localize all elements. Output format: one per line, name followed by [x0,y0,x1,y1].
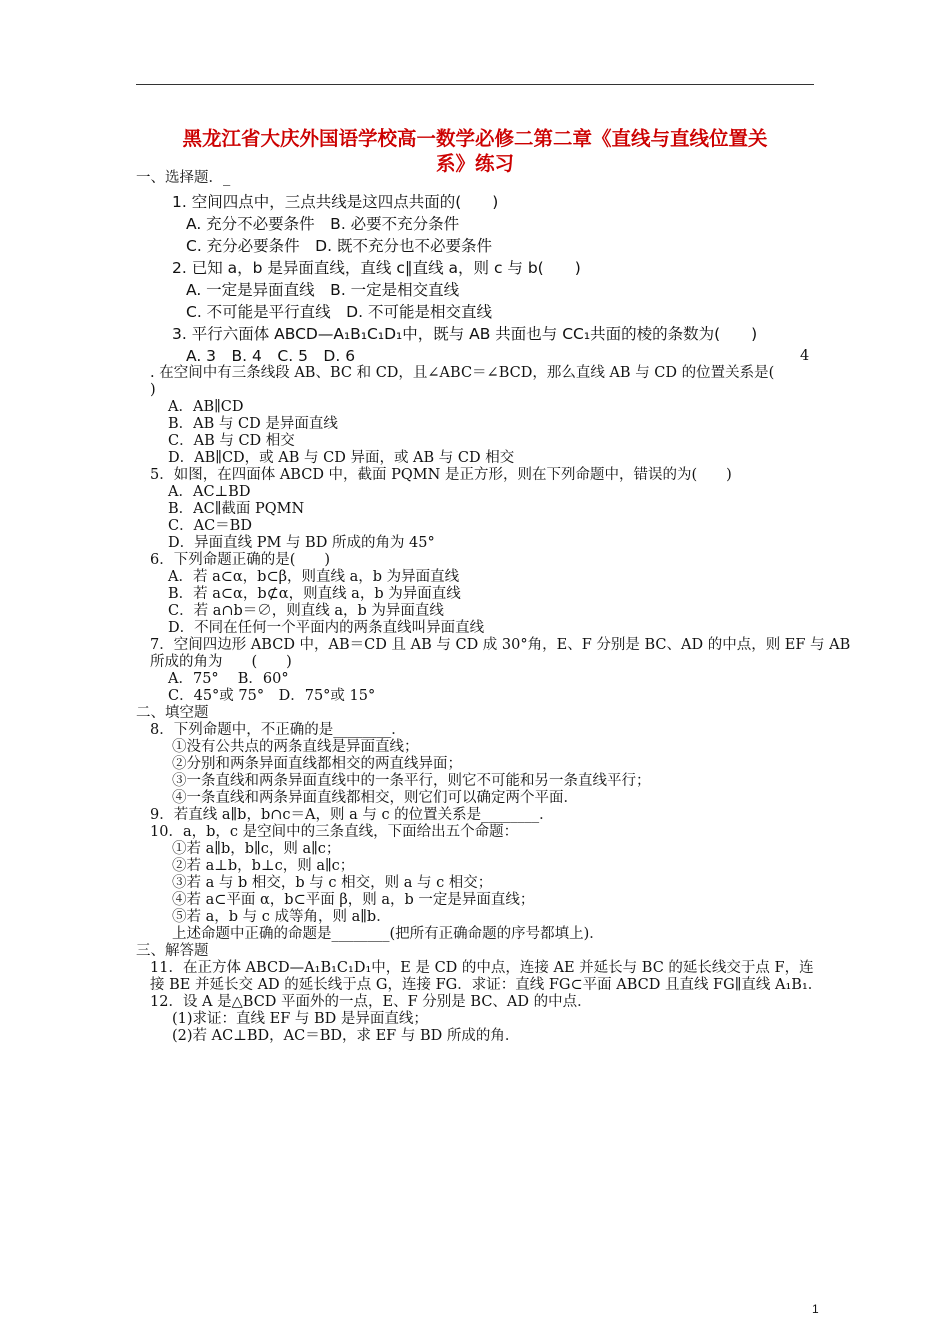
text-line: 7．空间四边形 ABCD 中，AB＝CD 且 AB 与 CD 成 30°角，E、F 分别是 BC、AD 的中点，则 EF 与 AB [150,637,851,653]
text-line: ⑤若 a，b 与 c 成等角，则 a∥b． [172,909,391,925]
text-line: ④若 a⊂平面 α，b⊂平面 β，则 a，b 一定是异面直线； [172,892,535,908]
text-line: 一、选择题．_ [136,170,231,186]
text-line: A．AB∥CD [168,399,244,415]
header-rule [136,84,814,85]
text-line: ①没有公共点的两条直线是异面直线； [172,739,419,755]
text-line: A. 充分不必要条件 B. 必要不充分条件 [186,215,460,233]
text-line: (2)若 AC⊥BD，AC＝BD，求 EF 与 BD 所成的角． [172,1028,520,1044]
text-line: 6．下列命题正确的是( ) [150,552,331,568]
text-line: ②分别和两条异面直线都相交的两直线异面； [172,756,462,772]
text-line: C．AB 与 CD 相交 [168,433,295,449]
text-line: 二、填空题 [136,705,209,721]
text-line: A．若 a⊂α，b⊂β，则直线 a，b 为异面直线 [168,569,460,585]
text-line: 10．a，b，c 是空间中的三条直线，下面给出五个命题： [150,824,519,840]
title-line-2: 系》练习 [435,152,514,175]
text-line: 3. 平行六面体 ABCD—A₁B₁C₁D₁中，既与 AB 共面也与 CC₁共面的棱的条数为( ) [172,325,758,343]
text-line: 8．下列命题中，不正确的是________． [150,722,406,738]
text-line: A. 一定是异面直线 B. 一定是相交直线 [186,281,460,299]
text-line: ③一条直线和两条异面直线中的一条平行，则它不可能和另一条直线平行； [172,773,651,789]
text-line: D．不同在任何一个平面内的两条直线叫异面直线 [168,620,485,636]
text-line: C．AC＝BD [168,518,252,534]
text-line: C．45°或 75° D．75°或 15° [168,688,376,704]
text-line: B．AC∥截面 PQMN [168,501,305,517]
page-number: 1 [812,1302,819,1316]
text-line: 所成的角为 ( ) [150,654,292,670]
text-line: D．AB∥CD，或 AB 与 CD 异面，或 AB 与 CD 相交 [168,450,515,466]
text-line: 9．若直线 a∥b，b∩c＝A，则 a 与 c 的位置关系是________． [150,807,554,823]
text-line: (1)求证：直线 EF 与 BD 是异面直线； [172,1011,428,1027]
text-line: D．异面直线 PM 与 BD 所成的角为 45° [168,535,435,551]
text-line: ③若 a 与 b 相交，b 与 c 相交，则 a 与 c 相交； [172,875,493,891]
text-line: 4 [800,348,810,364]
text-line: ①若 a∥b，b∥c，则 a∥c； [172,841,341,857]
text-line: C. 不可能是平行直线 D. 不可能是相交直线 [186,303,492,321]
text-line: ④一条直线和两条异面直线都相交，则它们可以确定两个平面． [172,790,578,806]
text-line: A．AC⊥BD [168,484,251,500]
text-line: 12．设 A 是△BCD 平面外的一点，E、F 分别是 BC、AD 的中点． [150,994,592,1010]
text-line: . 在空间中有三条线段 AB、BC 和 CD，且∠ABC＝∠BCD，那么直线 AB 与 CD 的位置关系是( [150,365,775,381]
text-line: A. 3 B. 4 C. 5 D. 6 [186,347,356,365]
text-line: B．若 a⊂α，b⊄α，则直线 a，b 为异面直线 [168,586,461,602]
text-line: A．75° B．60° [168,671,289,687]
text-line: B．AB 与 CD 是异面直线 [168,416,338,432]
text-line: ②若 a⊥b，b⊥c，则 a∥c； [172,858,355,874]
text-line: 2. 已知 a，b 是异面直线，直线 c∥直线 a，则 c 与 b( ) [172,259,581,277]
text-line: 11．在正方体 ABCD—A₁B₁C₁D₁中，E 是 CD 的中点，连接 AE 并延长与 BC 的延长线交于点 F，连 [150,960,814,976]
text-line: 三、解答题 [136,943,209,959]
text-line: 1. 空间四点中，三点共线是这四点共面的( ) [172,193,499,211]
text-line: 5．如图，在四面体 ABCD 中，截面 PQMN 是正方形，则在下列命题中，错误的为( ) [150,467,732,483]
title-line-1: 黑龙江省大庆外国语学校高一数学必修二第二章《直线与直线位置关 [182,127,768,150]
text-line: C．若 a∩b＝∅，则直线 a，b 为异面直线 [168,603,444,619]
text-line: 上述命题中正确的命题是________(把所有正确命题的序号都填上)． [172,926,604,942]
text-line: C. 充分必要条件 D. 既不充分也不必要条件 [186,237,492,255]
text-line: 接 BE 并延长交 AD 的延长线于点 G，连接 FG．求证：直线 FG⊂平面 ABCD 且直线 FG∥直线 A₁B₁． [150,977,823,993]
text-line: ) [150,382,156,398]
